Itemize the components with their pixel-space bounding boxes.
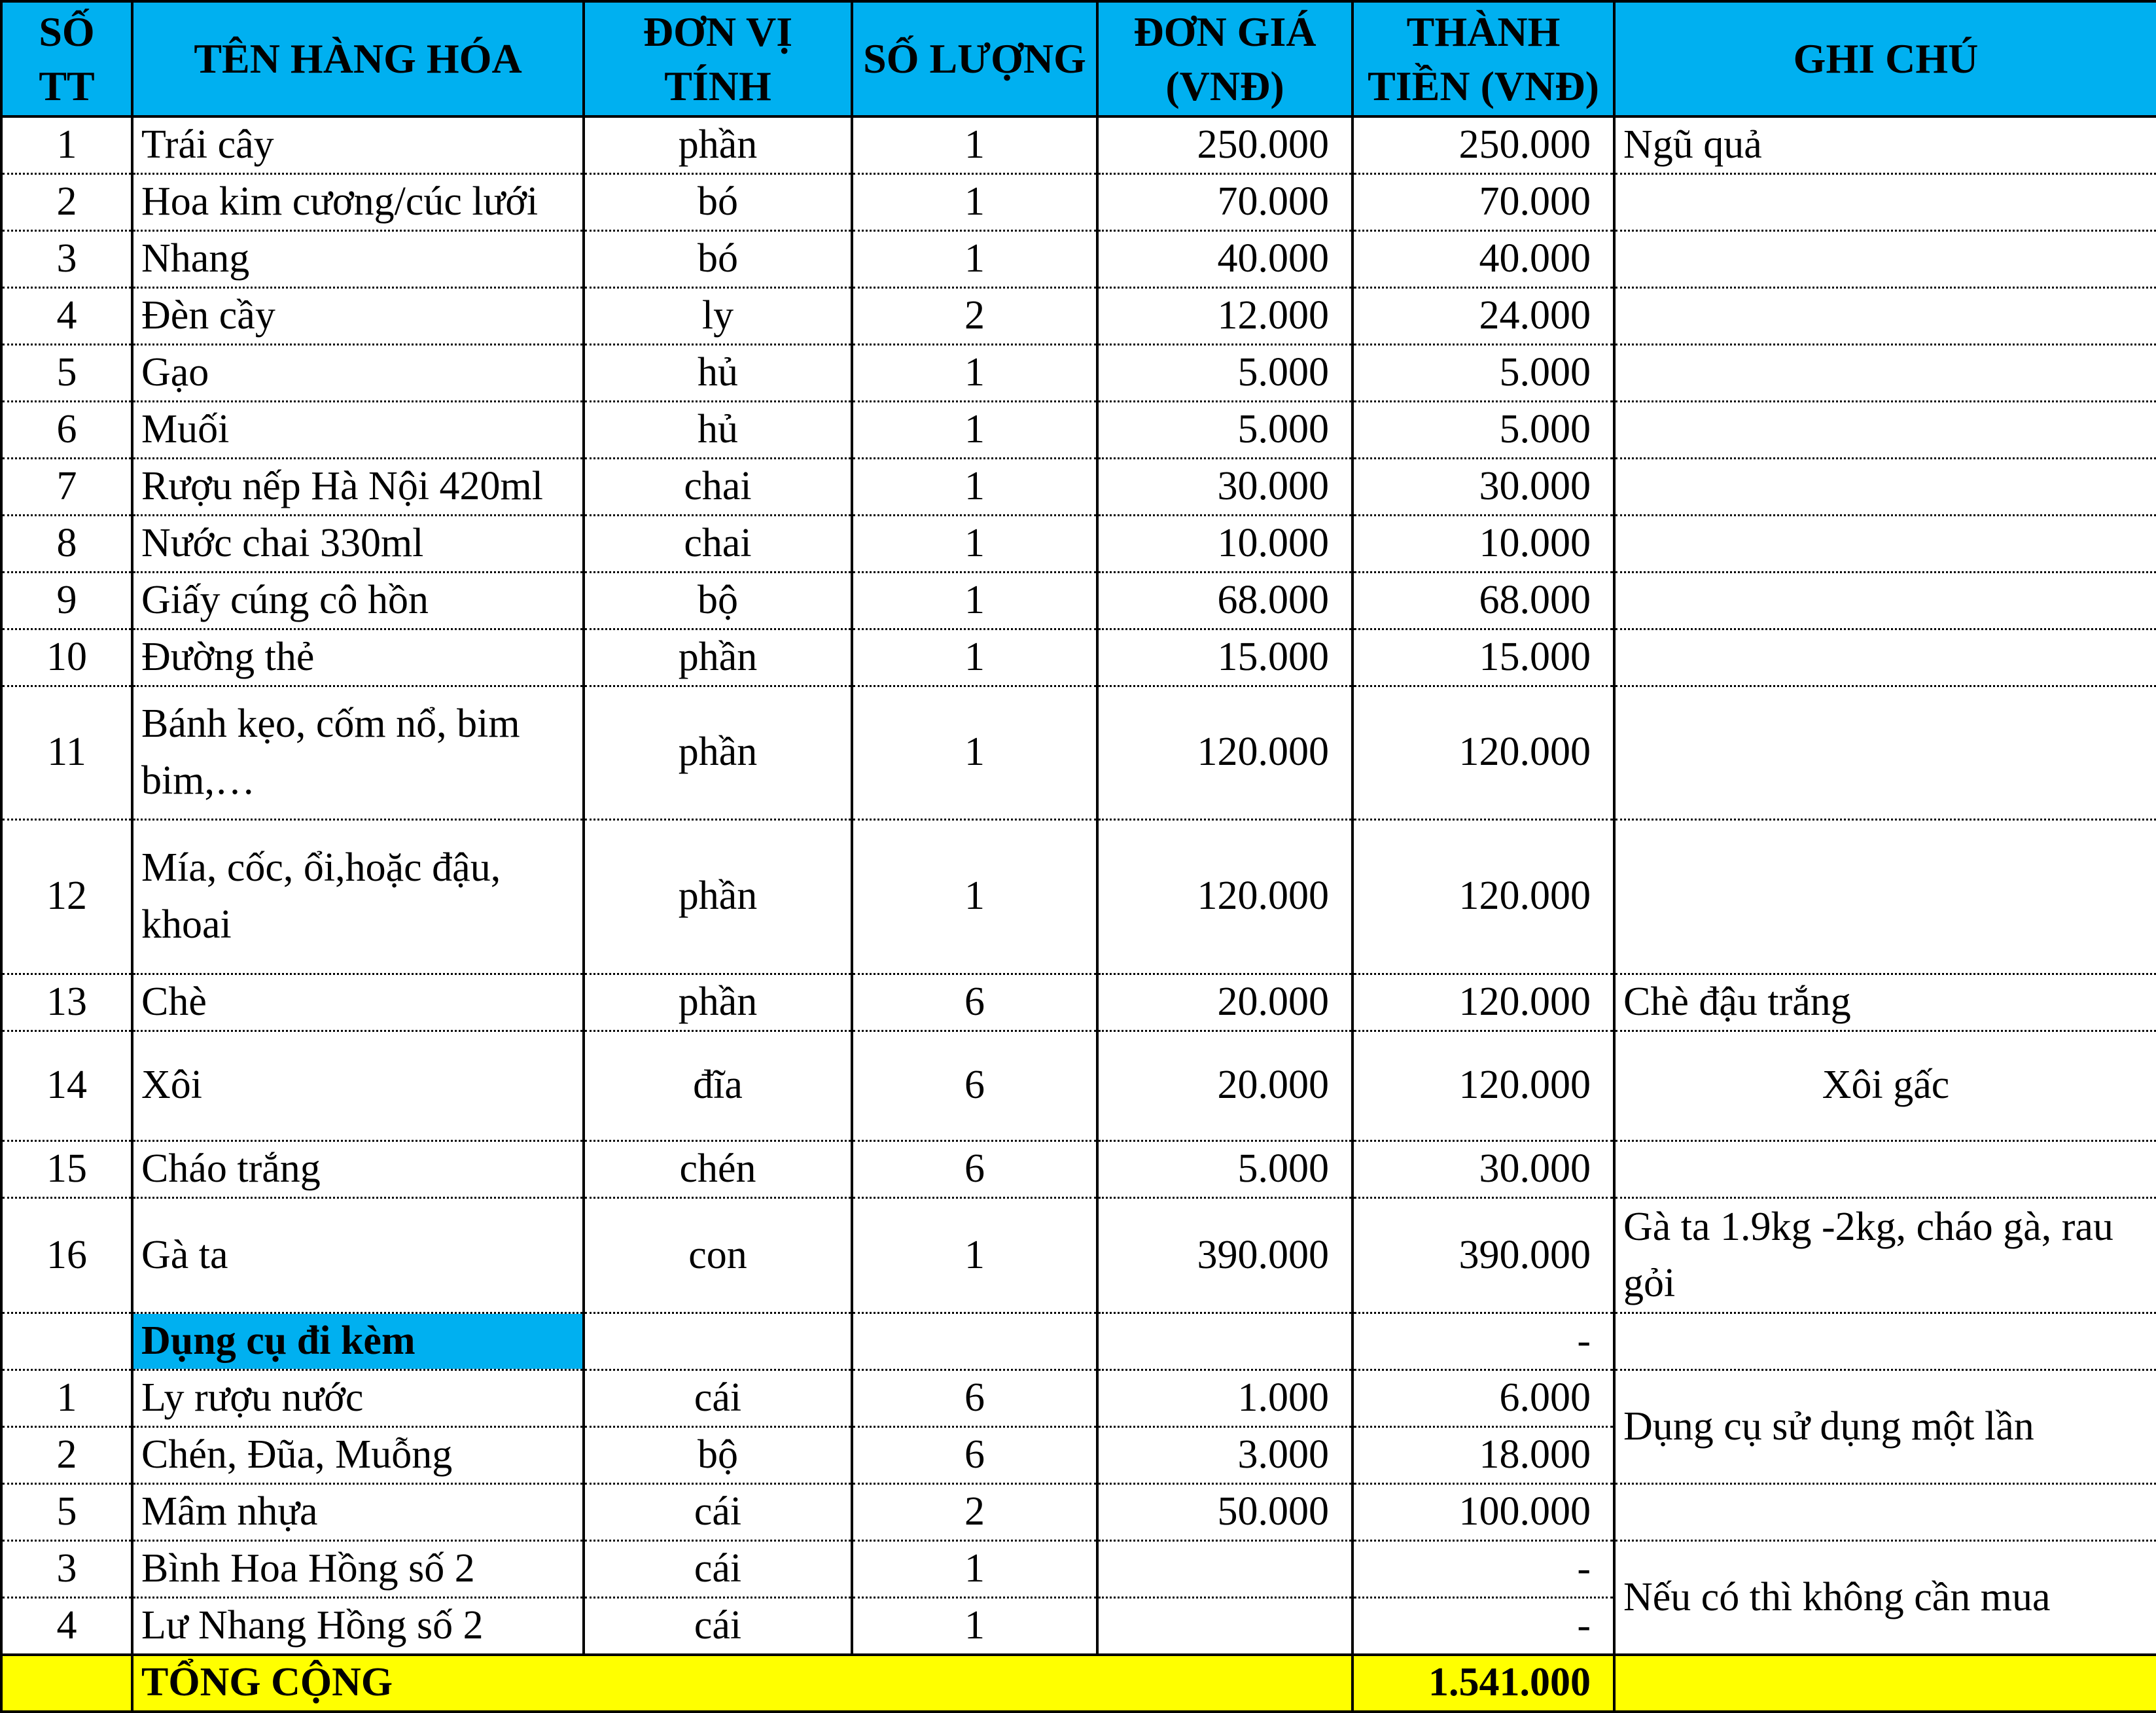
cell-note	[1614, 515, 2156, 572]
cell-unit: cái	[584, 1484, 852, 1541]
cell-note	[1614, 1484, 2156, 1541]
cell-unit: chén	[584, 1140, 852, 1197]
cell-note	[1614, 1313, 2156, 1370]
cell-price: 5.000	[1097, 401, 1352, 458]
cell-note	[1614, 401, 2156, 458]
cell-amount: 120.000	[1352, 686, 1614, 819]
header-qty: SỐ LƯỢNG	[852, 1, 1097, 116]
table-row	[1, 116, 2156, 173]
cell-amount: 120.000	[1352, 819, 1614, 974]
cell-price: 390.000	[1097, 1197, 1352, 1313]
table-row	[1, 287, 2156, 344]
cell-price: 68.000	[1097, 572, 1352, 629]
total-note	[1614, 1655, 2156, 1712]
cell-amount: 100.000	[1352, 1484, 1614, 1541]
cell-qty: 1	[852, 344, 1097, 401]
cell-name: Chén, Đũa, Muỗng	[132, 1427, 584, 1484]
cell-note	[1614, 819, 2156, 974]
cell-name: Trái cây	[132, 116, 584, 173]
cell-note	[1614, 629, 2156, 686]
cell-unit: phần	[584, 629, 852, 686]
cell-note: Xôi gấc	[1614, 1031, 2156, 1140]
cell-name: Lư Nhang Hồng số 2	[132, 1598, 584, 1655]
cell-price	[1097, 1313, 1352, 1370]
cell-amount: 70.000	[1352, 173, 1614, 230]
cell-stt: 3	[1, 1541, 132, 1598]
cell-qty: 6	[852, 1031, 1097, 1140]
table-row	[1, 686, 2156, 819]
table-row	[1, 344, 2156, 401]
cell-price: 20.000	[1097, 974, 1352, 1031]
cell-qty: 1	[852, 515, 1097, 572]
cell-amount: 250.000	[1352, 116, 1614, 173]
cell-price: 30.000	[1097, 458, 1352, 515]
cell-amount: 30.000	[1352, 458, 1614, 515]
cell-stt: 16	[1, 1197, 132, 1313]
cell-qty: 1	[852, 572, 1097, 629]
cell-amount: -	[1352, 1598, 1614, 1655]
cell-price: 12.000	[1097, 287, 1352, 344]
table-row	[1, 173, 2156, 230]
table-row	[1, 974, 2156, 1031]
cell-price: 40.000	[1097, 230, 1352, 287]
table-row	[1, 1370, 2156, 1427]
cell-note: Dụng cụ sử dụng một lần	[1614, 1370, 2156, 1484]
cell-stt: 10	[1, 629, 132, 686]
cell-unit: phần	[584, 974, 852, 1031]
cell-name: Giấy cúng cô hồn	[132, 572, 584, 629]
cell-amount: 40.000	[1352, 230, 1614, 287]
section-title: Dụng cụ đi kèm	[132, 1313, 584, 1370]
cell-price: 70.000	[1097, 173, 1352, 230]
cell-qty	[852, 1313, 1097, 1370]
header-stt: SỐ TT	[1, 1, 132, 116]
cell-unit: phần	[584, 819, 852, 974]
cell-note	[1614, 230, 2156, 287]
cell-amount: -	[1352, 1541, 1614, 1598]
table-row	[1, 1484, 2156, 1541]
cell-stt: 12	[1, 819, 132, 974]
cell-qty: 1	[852, 819, 1097, 974]
cell-name: Nhang	[132, 230, 584, 287]
cell-unit: hủ	[584, 401, 852, 458]
cell-note	[1614, 686, 2156, 819]
cell-name: Nước chai 330ml	[132, 515, 584, 572]
cell-amount: -	[1352, 1313, 1614, 1370]
cell-name: Muối	[132, 401, 584, 458]
cell-name: Bình Hoa Hồng số 2	[132, 1541, 584, 1598]
cell-name: Hoa kim cương/cúc lưới	[132, 173, 584, 230]
table-row	[1, 230, 2156, 287]
cell-unit	[584, 1313, 852, 1370]
cell-unit: bó	[584, 230, 852, 287]
table-row	[1, 1031, 2156, 1140]
cell-stt	[1, 1313, 132, 1370]
table-row	[1, 401, 2156, 458]
cell-amount: 24.000	[1352, 287, 1614, 344]
cell-name: Rượu nếp Hà Nội 420ml	[132, 458, 584, 515]
header-price: ĐƠN GIÁ (VNĐ)	[1097, 1, 1352, 116]
cell-stt: 5	[1, 1484, 132, 1541]
total-label: TỔNG CỘNG	[132, 1655, 1352, 1712]
cell-stt: 4	[1, 1598, 132, 1655]
cell-price: 20.000	[1097, 1031, 1352, 1140]
cell-qty: 1	[852, 1197, 1097, 1313]
cell-stt: 5	[1, 344, 132, 401]
cell-qty: 1	[852, 686, 1097, 819]
total-blank	[1, 1655, 132, 1712]
cell-price: 5.000	[1097, 344, 1352, 401]
cell-amount: 18.000	[1352, 1427, 1614, 1484]
cell-note	[1614, 344, 2156, 401]
cell-unit: cái	[584, 1370, 852, 1427]
cell-stt: 7	[1, 458, 132, 515]
cell-qty: 1	[852, 1541, 1097, 1598]
cell-qty: 1	[852, 1598, 1097, 1655]
cell-note: Gà ta 1.9kg -2kg, cháo gà, rau gỏi	[1614, 1197, 2156, 1313]
cell-qty: 6	[852, 1427, 1097, 1484]
cell-qty: 1	[852, 629, 1097, 686]
cell-stt: 15	[1, 1140, 132, 1197]
cell-price: 5.000	[1097, 1140, 1352, 1197]
header-amount: THÀNH TIỀN (VNĐ)	[1352, 1, 1614, 116]
header-note: GHI CHÚ	[1614, 1, 2156, 116]
cell-price: 50.000	[1097, 1484, 1352, 1541]
cell-price	[1097, 1598, 1352, 1655]
cell-amount: 6.000	[1352, 1370, 1614, 1427]
cell-stt: 8	[1, 515, 132, 572]
cell-unit: cái	[584, 1598, 852, 1655]
cell-price: 120.000	[1097, 686, 1352, 819]
cell-name: Đèn cầy	[132, 287, 584, 344]
table-row	[1, 458, 2156, 515]
cell-price: 3.000	[1097, 1427, 1352, 1484]
table-row	[1, 1140, 2156, 1197]
cell-amount: 120.000	[1352, 974, 1614, 1031]
cell-name: Ly rượu nước	[132, 1370, 584, 1427]
cell-name: Xôi	[132, 1031, 584, 1140]
section-row	[1, 1313, 2156, 1370]
cell-qty: 1	[852, 230, 1097, 287]
cell-price: 120.000	[1097, 819, 1352, 974]
cell-stt: 6	[1, 401, 132, 458]
header-row	[1, 1, 2156, 116]
cell-note	[1614, 287, 2156, 344]
table-row	[1, 1197, 2156, 1313]
total-amount: 1.541.000	[1352, 1655, 1614, 1712]
table-row	[1, 629, 2156, 686]
cell-note	[1614, 1140, 2156, 1197]
cell-name: Gạo	[132, 344, 584, 401]
cell-name: Chè	[132, 974, 584, 1031]
cell-stt: 2	[1, 1427, 132, 1484]
cell-note	[1614, 458, 2156, 515]
cell-stt: 2	[1, 173, 132, 230]
total-row	[1, 1655, 2156, 1712]
cell-unit: bộ	[584, 1427, 852, 1484]
cell-qty: 2	[852, 287, 1097, 344]
cell-amount: 5.000	[1352, 344, 1614, 401]
cell-qty: 6	[852, 1140, 1097, 1197]
cell-amount: 10.000	[1352, 515, 1614, 572]
cell-unit: phần	[584, 116, 852, 173]
cell-qty: 2	[852, 1484, 1097, 1541]
cell-unit: phần	[584, 686, 852, 819]
cell-stt: 4	[1, 287, 132, 344]
cell-stt: 1	[1, 116, 132, 173]
cell-name: Đường thẻ	[132, 629, 584, 686]
cell-name: Mâm nhựa	[132, 1484, 584, 1541]
cell-stt: 11	[1, 686, 132, 819]
header-name: TÊN HÀNG HÓA	[132, 1, 584, 116]
cell-stt: 14	[1, 1031, 132, 1140]
cell-stt: 13	[1, 974, 132, 1031]
cell-qty: 1	[852, 458, 1097, 515]
table-row	[1, 572, 2156, 629]
table-row	[1, 1541, 2156, 1598]
cell-stt: 3	[1, 230, 132, 287]
cell-note	[1614, 572, 2156, 629]
cell-qty: 6	[852, 974, 1097, 1031]
cell-price: 1.000	[1097, 1370, 1352, 1427]
header-unit: ĐƠN VỊ TÍNH	[584, 1, 852, 116]
cell-unit: hủ	[584, 344, 852, 401]
cell-name: Bánh kẹo, cốm nổ, bim bim,…	[132, 686, 584, 819]
cell-name: Mía, cốc, ổi,hoặc đậu, khoai	[132, 819, 584, 974]
cell-amount: 15.000	[1352, 629, 1614, 686]
cell-stt: 1	[1, 1370, 132, 1427]
table-row	[1, 515, 2156, 572]
cell-note	[1614, 173, 2156, 230]
cell-unit: đĩa	[584, 1031, 852, 1140]
cell-unit: ly	[584, 287, 852, 344]
cell-qty: 1	[852, 116, 1097, 173]
cell-stt: 9	[1, 572, 132, 629]
cell-amount: 68.000	[1352, 572, 1614, 629]
cell-amount: 120.000	[1352, 1031, 1614, 1140]
cell-amount: 5.000	[1352, 401, 1614, 458]
cell-qty: 1	[852, 401, 1097, 458]
cell-price	[1097, 1541, 1352, 1598]
cell-unit: bộ	[584, 572, 852, 629]
cell-amount: 30.000	[1352, 1140, 1614, 1197]
cell-qty: 6	[852, 1370, 1097, 1427]
cell-unit: bó	[584, 173, 852, 230]
cell-qty: 1	[852, 173, 1097, 230]
cell-unit: con	[584, 1197, 852, 1313]
cell-note: Nếu có thì không cần mua	[1614, 1541, 2156, 1655]
cell-name: Cháo trắng	[132, 1140, 584, 1197]
cell-price: 10.000	[1097, 515, 1352, 572]
cell-note: Chè đậu trắng	[1614, 974, 2156, 1031]
cell-name: Gà ta	[132, 1197, 584, 1313]
cell-price: 250.000	[1097, 116, 1352, 173]
table-row	[1, 819, 2156, 974]
cell-unit: chai	[584, 458, 852, 515]
cell-amount: 390.000	[1352, 1197, 1614, 1313]
cell-price: 15.000	[1097, 629, 1352, 686]
cell-unit: cái	[584, 1541, 852, 1598]
cell-unit: chai	[584, 515, 852, 572]
cell-note: Ngũ quả	[1614, 116, 2156, 173]
